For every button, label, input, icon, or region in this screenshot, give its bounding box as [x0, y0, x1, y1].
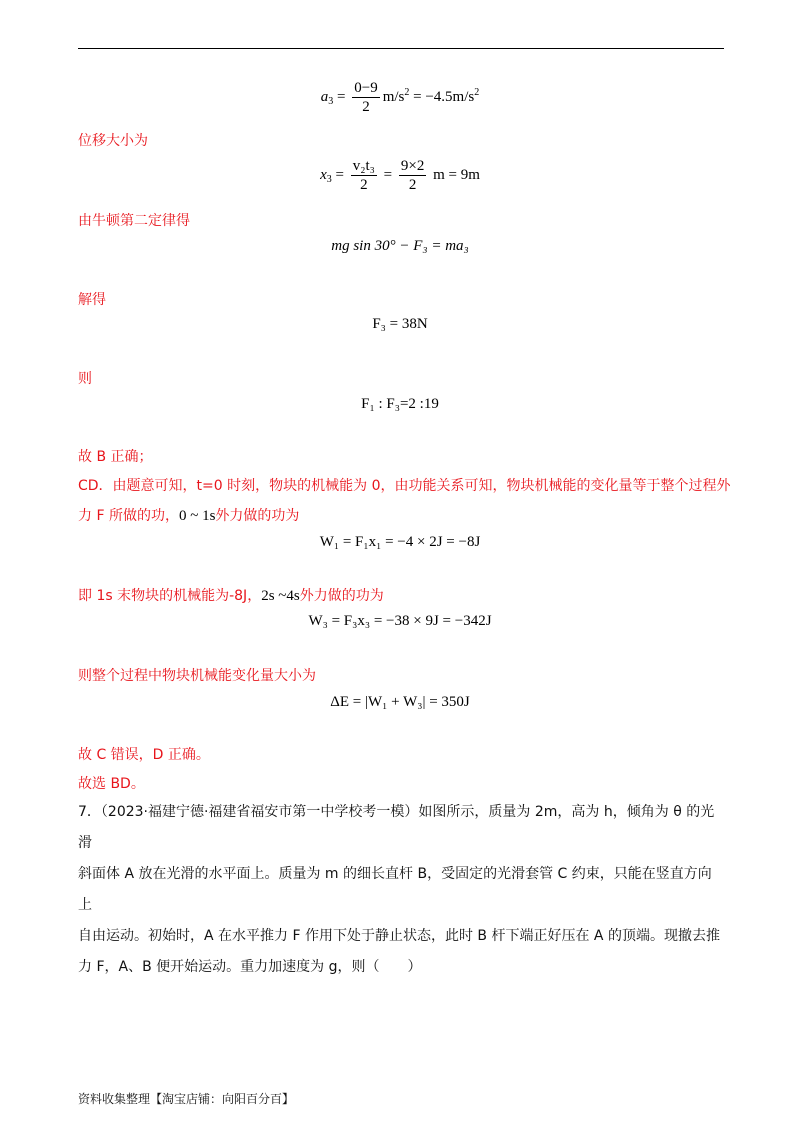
- label-newton: 由牛顿第二定律得: [78, 213, 190, 229]
- label-then: 则: [78, 371, 92, 387]
- equation-newton: mg sin 30° − F₃ = ma₃: [331, 238, 469, 254]
- question-7-line4: 力 F，A、B 便开始运动。重力加速度为 g，则（ ）: [78, 959, 422, 975]
- label-total: 则整个过程中物块机械能变化量大小为: [78, 668, 316, 684]
- equation-f3: F₃ = 38N: [372, 316, 428, 332]
- cd-text-line1: CD．由题意可知，t=0 时刻，物块的机械能为 0，由功能关系可知，物块机械能的变化量等于整个过程外: [78, 478, 731, 494]
- footer-source: 资料收集整理【淘宝店铺：向阳百分百】: [78, 1092, 295, 1106]
- text-1s-end: 即 1s 末物块的机械能为-8J，2s ~4s外力做的功为: [78, 588, 384, 604]
- interval-0-1s: 0 ~ 1s: [178, 508, 216, 524]
- cd-text-line2: 力 F 所做的功，0 ~ 1s外力做的功为: [78, 508, 300, 524]
- question-7-line3: 自由运动。初始时，A 在水平推力 F 作用下处于静止状态，此时 B 杆下端正好压在 A 的顶端。现撤去推: [78, 928, 720, 944]
- conclusion-cd: 故 C 错误，D 正确。: [78, 747, 210, 763]
- header-rule: [78, 48, 724, 49]
- equation-w3: W₃ = F₃x₃ = −38 × 9J = −342J: [308, 613, 492, 629]
- conclusion-b: 故 B 正确；: [78, 449, 153, 465]
- equation-ratio: F₁ : F₃=2 :19: [361, 396, 439, 412]
- answer: 故选 BD。: [78, 776, 145, 792]
- interval-2s-4s: 2s ~4s: [261, 588, 300, 604]
- equation-w1: W₁ = F₁x₁ = −4 × 2J = −8J: [319, 534, 481, 550]
- label-displacement: 位移大小为: [78, 133, 148, 149]
- label-solve: 解得: [78, 292, 106, 308]
- equation-delta-e: ΔE = |W₁ + W₃| = 350J: [330, 694, 470, 710]
- question-7-line1: 7．（2023·福建宁德·福建省福安市第一中学校考一模）如图所示，质量为 2m，高为 h，倾角为 θ 的光滑: [78, 804, 715, 851]
- equation-x3: $x_3$ = $\frac{\text{v₂t₃}}{2}$ = $\frac{9\times 2}{2}$ m = 9m: [320, 158, 480, 193]
- question-7-line2: 斜面体 A 放在光滑的水平面上。质量为 m 的细长直杆 B，受固定的光滑套管 C 约束，只能在竖直方向上: [78, 866, 712, 913]
- equation-a3: $a_3$ = $\frac{0-9}{2}$ $m/s^2 = -4.5m/s^2$: [320, 80, 480, 115]
- question-7: [78, 797, 724, 983]
